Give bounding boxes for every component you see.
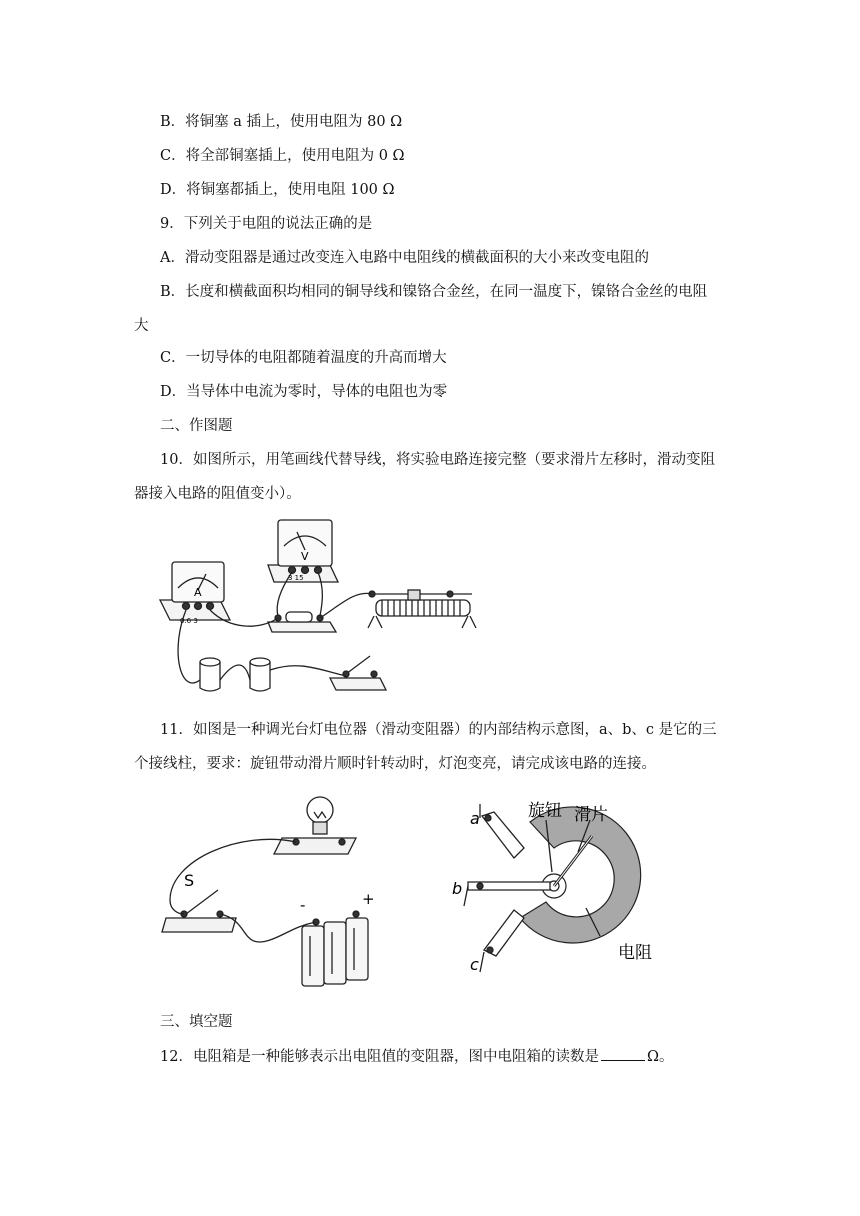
question-11-line1: 11．如图是一种调光台灯电位器（滑动变阻器）的内部结构示意图，a、b、c 是它的三 — [160, 722, 717, 738]
negative-terminal-label: - — [300, 896, 306, 914]
question-11-line2: 个接线柱，要求：旋钮带动滑片顺时针转动时，灯泡变亮，请完成该电路的连接。 — [134, 756, 656, 772]
circuit-figure-q10 — [150, 510, 490, 710]
switch-label: S — [184, 871, 195, 890]
section-3-heading: 三、填空题 — [160, 1014, 233, 1030]
resistor-label: 电阻 — [618, 943, 652, 963]
option-8d: D．将铜塞都插上，使用电阻 100 Ω — [160, 182, 395, 198]
potentiometer-figure — [450, 790, 690, 990]
knob-label: 旋钮 — [528, 801, 562, 821]
option-9d: D．当导体中电流为零时，导体的电阻也为零 — [160, 384, 448, 400]
battery-icon — [200, 658, 270, 691]
question-10-line2: 器接入电路的阻值变小）。 — [134, 486, 301, 502]
positive-terminal-label: + — [362, 890, 375, 908]
slider-label: 滑片 — [574, 805, 608, 825]
question-9: 9．下列关于电阻的说法正确的是 — [160, 216, 373, 232]
question-12 — [160, 1046, 673, 1067]
terminal-b-label: b — [452, 879, 463, 898]
ammeter-terminals: 0.6 3 — [180, 617, 198, 625]
circuit-figure-q11 — [160, 790, 390, 1000]
lamp-icon — [274, 797, 356, 854]
terminal-a-label: a — [470, 809, 480, 828]
option-9b-line1: B．长度和横截面积均相同的铜导线和镍铬合金丝，在同一温度下，镍铬合金丝的电阻 — [160, 284, 708, 300]
option-8b: B．将铜塞 a 插上，使用电阻为 80 Ω — [160, 114, 403, 130]
answer-blank — [601, 1046, 645, 1061]
question-12-unit: Ω。 — [646, 1049, 674, 1065]
switch-icon — [330, 656, 386, 690]
question-10-line1: 10．如图所示，用笔画线代替导线，将实验电路连接完整（要求滑片左移时，滑动变阻 — [160, 452, 715, 468]
option-8c: C．将全部铜塞插上，使用电阻为 0 Ω — [160, 148, 405, 164]
rheostat-icon — [368, 590, 476, 628]
voltmeter-terminals: 3 15 — [288, 574, 304, 582]
option-9b-line2: 大 — [134, 318, 149, 334]
ammeter-letter: A — [194, 586, 202, 599]
option-9a: A．滑动变阻器是通过改变连入电路中电阻线的横截面积的大小来改变电阻的 — [160, 250, 649, 266]
option-9c: C．一切导体的电阻都随着温度的升高而增大 — [160, 350, 447, 366]
question-12-text: 12．电阻箱是一种能够表示出电阻值的变阻器，图中电阻箱的读数是 — [160, 1049, 599, 1065]
section-2-heading: 二、作图题 — [160, 418, 233, 434]
voltmeter-letter: V — [301, 550, 309, 563]
resistor-ring — [520, 807, 641, 943]
switch-icon — [162, 890, 236, 932]
terminal-c-label: c — [470, 955, 479, 974]
